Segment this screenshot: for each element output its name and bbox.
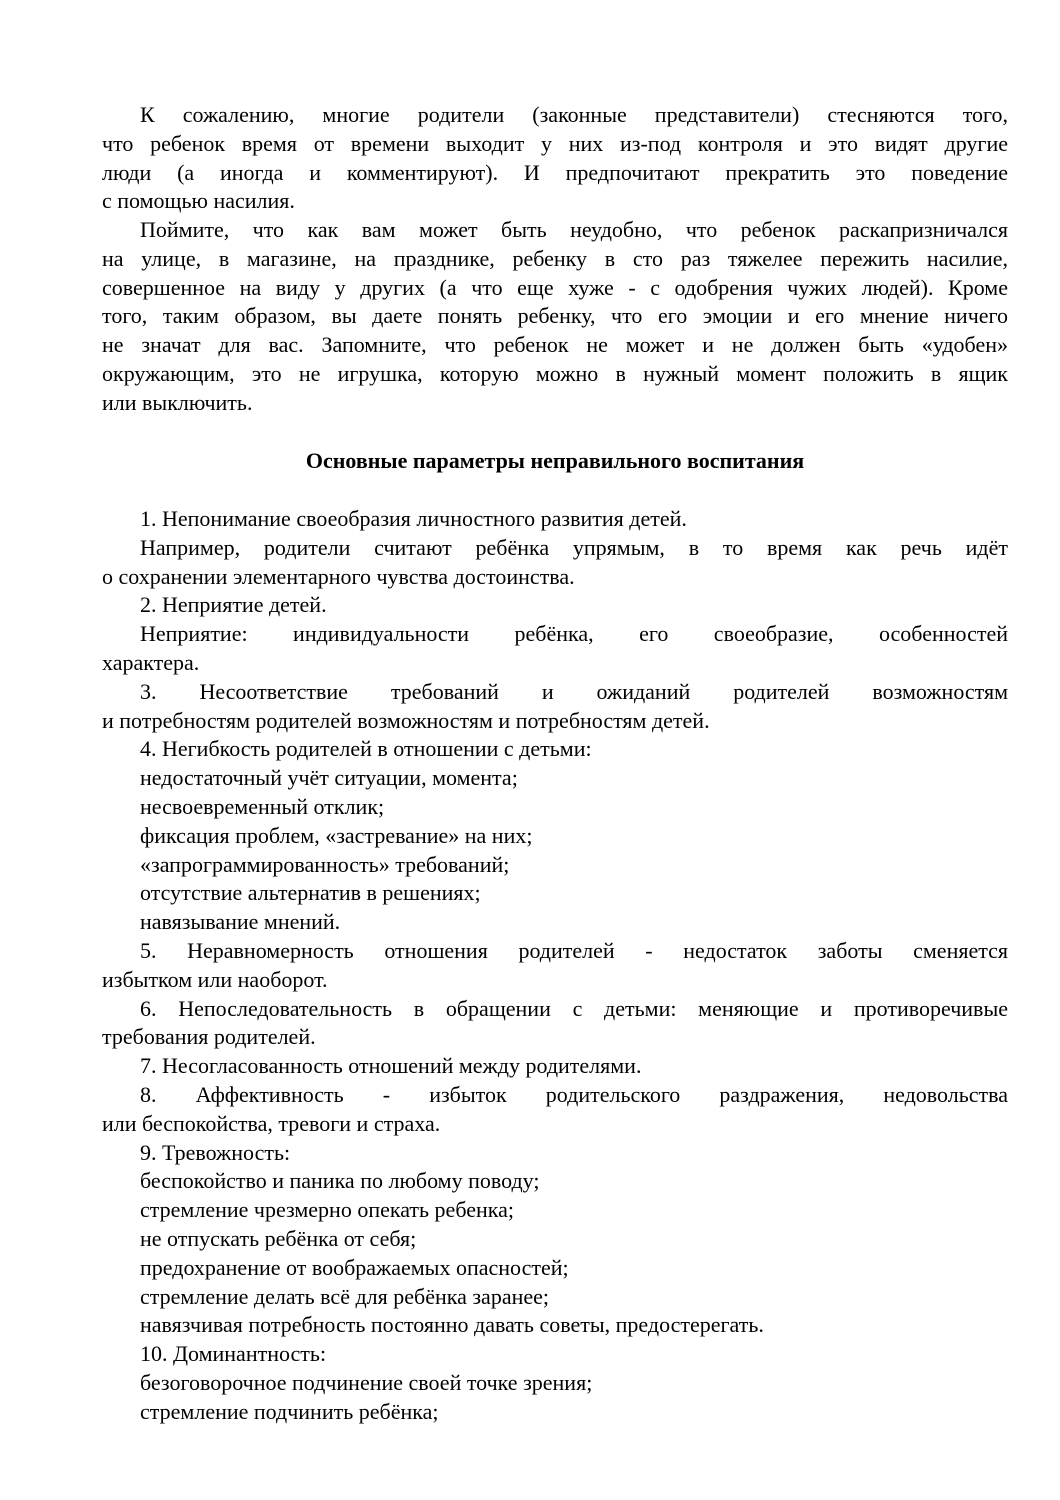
list-item-2: 2. Неприятие детей. [140, 592, 327, 618]
list-item-1-text-line-1: Например, родители считают ребёнка упрямым, в то время как речь идёт [140, 534, 1008, 560]
intro-p1-line-1: К сожалению, многие родители (законные представители) стесняются того, [140, 102, 1008, 127]
intro-paragraph-1 [102, 101, 1008, 216]
list-item-10-sub-1: безоговорочное подчинение своей точке зрения; [140, 1369, 593, 1395]
list-item-3-line-1: 3. Несоответствие требований и ожиданий родителей возможностям [140, 678, 1008, 704]
list-item-4-sub-2: несвоевременный отклик; [140, 793, 385, 819]
list-item-9-sub-2: стремление чрезмерно опекать ребенка; [140, 1197, 514, 1223]
intro-p2-line-4: того, таким образом, вы даете понять ребенку, что его эмоции и его мнение ничего [102, 303, 1008, 329]
intro-p1-line-2: что ребенок время от времени выходит у них из-под контроля и это видят другие [102, 130, 1008, 156]
list-item-9-sub-5: стремление делать всё для ребёнка заранее; [140, 1283, 549, 1309]
list-item-4: 4. Негибкость родителей в отношении с детьми: [140, 736, 592, 762]
list-item-10: 10. Доминантность: [140, 1341, 327, 1367]
list-item-7: 7. Несогласованность отношений между родителями. [140, 1053, 642, 1079]
list-item-9-sub-6: навязчивая потребность постоянно давать советы, предостерегать. [140, 1312, 764, 1338]
list-item-10-sub-2: стремление подчинить ребёнка; [140, 1398, 439, 1424]
intro-p2-line-2: на улице, в магазине, на празднике, ребенку в сто раз тяжелее пережить насилие, [102, 245, 1008, 271]
intro-p1-line-3: люди (а иногда и комментируют). И предпочитают прекратить это поведение [102, 159, 1008, 185]
list-item-6-line-2: требования родителей. [102, 1024, 316, 1050]
intro-p2-line-1: Поймите, что как вам может быть неудобно, что ребенок раскапризничался [140, 217, 1008, 242]
list-item-9: 9. Тревожность: [140, 1139, 291, 1165]
parameters-list [102, 505, 1008, 1427]
section-heading: Основные параметры неправильного воспитания [305, 448, 805, 473]
list-item-9-sub-1: беспокойство и паника по любому поводу; [140, 1168, 540, 1194]
list-item-4-sub-4: «запрограммированность» требований; [140, 851, 510, 877]
intro-p1-line-4: с помощью насилия. [102, 188, 295, 214]
list-item-2-text-line-2: характера. [102, 649, 200, 675]
list-item-2-text-line-1: Неприятие: индивидуальности ребёнка, его своеобразие, особенностей [140, 621, 1008, 647]
intro-p2-line-6: окружающим, это не игрушка, которую можно в нужный момент положить в ящик [102, 360, 1008, 386]
intro-paragraph-2 [102, 216, 1008, 418]
list-item-4-sub-6: навязывание мнений. [140, 909, 341, 935]
list-item-8-line-1: 8. Аффективность - избыток родительского раздражения, недовольства [140, 1081, 1008, 1107]
list-item-6-line-1: 6. Непоследовательность в обращении с детьми: меняющие и противоречивые [140, 995, 1008, 1021]
list-item-1-text-line-2: о сохранении элементарного чувства достоинства. [102, 563, 575, 589]
list-item-4-sub-3: фиксация проблем, «застревание» на них; [140, 822, 533, 848]
list-item-4-sub-1: недостаточный учёт ситуации, момента; [140, 765, 518, 791]
list-item-1: 1. Непонимание своеобразия личностного развития детей. [140, 506, 687, 531]
intro-p2-line-3: совершенное на виду у других (а что еще хуже - с одобрения чужих людей). Кроме [102, 274, 1008, 300]
list-item-4-sub-5: отсутствие альтернатив в решениях; [140, 880, 481, 906]
list-item-5-line-1: 5. Неравномерность отношения родителей - недостаток заботы сменяется [140, 937, 1008, 963]
list-item-9-sub-4: предохранение от воображаемых опасностей; [140, 1254, 569, 1280]
intro-p2-line-7: или выключить. [102, 389, 253, 415]
list-item-9-sub-3: не отпускать ребёнка от себя; [140, 1225, 417, 1251]
intro-p2-line-5: не значат для вас. Запомните, что ребенок не может и не должен быть «удобен» [102, 332, 1008, 358]
list-item-5-line-2: избытком или наоборот. [102, 966, 328, 992]
list-item-8-line-2: или беспокойства, тревоги и страха. [102, 1110, 441, 1136]
list-item-3-line-2: и потребностям родителей возможностям и потребностям детей. [102, 707, 710, 733]
